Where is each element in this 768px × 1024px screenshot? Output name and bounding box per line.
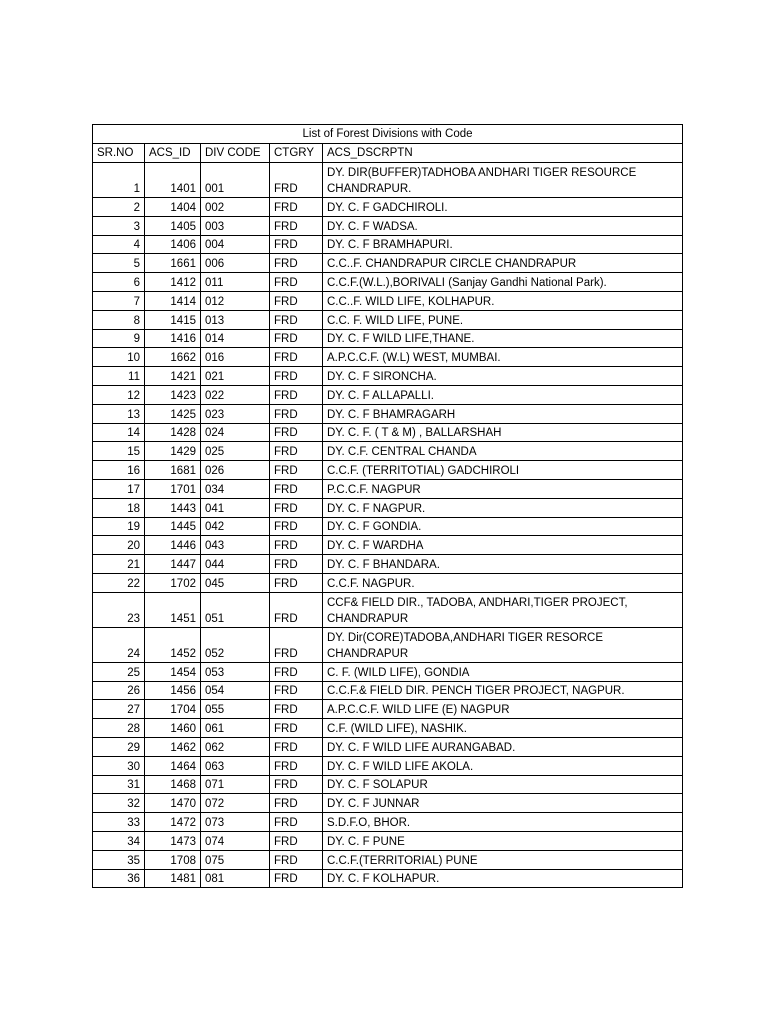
acs-id-cell: 1662 <box>145 348 201 367</box>
description-cell: DY. C. F BRAMHAPURI. <box>323 235 683 254</box>
table-row <box>93 850 683 869</box>
description-cell: CCF& FIELD DIR., TADOBA, ANDHARI,TIGER PROJECT, CHANDRAPUR <box>323 592 683 627</box>
description-cell: DY. DIR(BUFFER)TADHOBA ANDHARI TIGER RESOURCE CHANDRAPUR. <box>323 163 683 198</box>
ctgry-cell: FRD <box>270 831 323 850</box>
table-row <box>93 329 683 348</box>
sr-no-cell: 34 <box>93 831 145 850</box>
description-cell: DY. C. F ALLAPALLI. <box>323 385 683 404</box>
div-code-cell: 011 <box>201 273 270 292</box>
acs-id-cell: 1447 <box>145 555 201 574</box>
acs-id-cell: 1456 <box>145 681 201 700</box>
description-cell: A.P.C.C.F. (W.L) WEST, MUMBAI. <box>323 348 683 367</box>
div-code-cell: 061 <box>201 719 270 738</box>
ctgry-cell: FRD <box>270 404 323 423</box>
table-row <box>93 775 683 794</box>
header-ctgry: CTGRY <box>270 144 323 163</box>
acs-id-cell: 1473 <box>145 831 201 850</box>
header-sr-no: SR.NO <box>93 144 145 163</box>
table-row <box>93 813 683 832</box>
table-row <box>93 442 683 461</box>
acs-id-cell: 1454 <box>145 662 201 681</box>
sr-no-cell: 3 <box>93 216 145 235</box>
div-code-cell: 006 <box>201 254 270 273</box>
table-row <box>93 163 683 198</box>
acs-id-cell: 1452 <box>145 627 201 662</box>
acs-id-cell: 1472 <box>145 813 201 832</box>
table-row <box>93 662 683 681</box>
div-code-cell: 054 <box>201 681 270 700</box>
div-code-cell: 071 <box>201 775 270 794</box>
div-code-cell: 022 <box>201 385 270 404</box>
div-code-cell: 045 <box>201 573 270 592</box>
sr-no-cell: 33 <box>93 813 145 832</box>
acs-id-cell: 1708 <box>145 850 201 869</box>
acs-id-cell: 1421 <box>145 367 201 386</box>
acs-id-cell: 1428 <box>145 423 201 442</box>
table-row <box>93 869 683 888</box>
div-code-cell: 013 <box>201 310 270 329</box>
description-cell: C.C.F. NAGPUR. <box>323 573 683 592</box>
div-code-cell: 055 <box>201 700 270 719</box>
description-cell: DY. C. F WILD LIFE AKOLA. <box>323 756 683 775</box>
div-code-cell: 026 <box>201 461 270 480</box>
header-div-code: DIV CODE <box>201 144 270 163</box>
ctgry-cell: FRD <box>270 794 323 813</box>
div-code-cell: 025 <box>201 442 270 461</box>
div-code-cell: 003 <box>201 216 270 235</box>
div-code-cell: 042 <box>201 517 270 536</box>
description-cell: P.C.C.F. NAGPUR <box>323 479 683 498</box>
acs-id-cell: 1401 <box>145 163 201 198</box>
div-code-cell: 016 <box>201 348 270 367</box>
sr-no-cell: 30 <box>93 756 145 775</box>
table-title: List of Forest Divisions with Code <box>93 125 683 144</box>
acs-id-cell: 1704 <box>145 700 201 719</box>
ctgry-cell: FRD <box>270 329 323 348</box>
sr-no-cell: 32 <box>93 794 145 813</box>
description-cell: DY. Dir(CORE)TADOBA,ANDHARI TIGER RESORCE CHANDRAPUR <box>323 627 683 662</box>
sr-no-cell: 27 <box>93 700 145 719</box>
sr-no-cell: 21 <box>93 555 145 574</box>
table-row <box>93 310 683 329</box>
ctgry-cell: FRD <box>270 163 323 198</box>
description-cell: DY. C. F BHANDARA. <box>323 555 683 574</box>
sr-no-cell: 16 <box>93 461 145 480</box>
acs-id-cell: 1481 <box>145 869 201 888</box>
sr-no-cell: 4 <box>93 235 145 254</box>
sr-no-cell: 29 <box>93 737 145 756</box>
table-body <box>93 163 683 888</box>
header-row <box>93 144 683 163</box>
forest-divisions-table <box>92 124 683 888</box>
sr-no-cell: 18 <box>93 498 145 517</box>
table-row <box>93 831 683 850</box>
acs-id-cell: 1404 <box>145 198 201 217</box>
acs-id-cell: 1425 <box>145 404 201 423</box>
sr-no-cell: 12 <box>93 385 145 404</box>
acs-id-cell: 1702 <box>145 573 201 592</box>
description-cell: C.C. F. WILD LIFE, PUNE. <box>323 310 683 329</box>
acs-id-cell: 1423 <box>145 385 201 404</box>
ctgry-cell: FRD <box>270 385 323 404</box>
ctgry-cell: FRD <box>270 592 323 627</box>
ctgry-cell: FRD <box>270 348 323 367</box>
ctgry-cell: FRD <box>270 310 323 329</box>
description-cell: DY. C. F WILD LIFE AURANGABAD. <box>323 737 683 756</box>
div-code-cell: 074 <box>201 831 270 850</box>
table-row <box>93 198 683 217</box>
acs-id-cell: 1443 <box>145 498 201 517</box>
description-cell: DY. C. F SOLAPUR <box>323 775 683 794</box>
table-row <box>93 627 683 662</box>
ctgry-cell: FRD <box>270 813 323 832</box>
div-code-cell: 051 <box>201 592 270 627</box>
div-code-cell: 014 <box>201 329 270 348</box>
description-cell: DY. C. F WILD LIFE,THANE. <box>323 329 683 348</box>
ctgry-cell: FRD <box>270 216 323 235</box>
table-row <box>93 536 683 555</box>
ctgry-cell: FRD <box>270 719 323 738</box>
description-cell: C. F. (WILD LIFE), GONDIA <box>323 662 683 681</box>
ctgry-cell: FRD <box>270 254 323 273</box>
acs-id-cell: 1414 <box>145 291 201 310</box>
ctgry-cell: FRD <box>270 479 323 498</box>
description-cell: C.C.F.& FIELD DIR. PENCH TIGER PROJECT, NAGPUR. <box>323 681 683 700</box>
ctgry-cell: FRD <box>270 536 323 555</box>
div-code-cell: 052 <box>201 627 270 662</box>
div-code-cell: 024 <box>201 423 270 442</box>
acs-id-cell: 1412 <box>145 273 201 292</box>
table-row <box>93 555 683 574</box>
description-cell: S.D.F.O, BHOR. <box>323 813 683 832</box>
ctgry-cell: FRD <box>270 555 323 574</box>
acs-id-cell: 1446 <box>145 536 201 555</box>
ctgry-cell: FRD <box>270 756 323 775</box>
sr-no-cell: 14 <box>93 423 145 442</box>
sr-no-cell: 19 <box>93 517 145 536</box>
sr-no-cell: 7 <box>93 291 145 310</box>
sr-no-cell: 31 <box>93 775 145 794</box>
description-cell: C.C.F.(TERRITORIAL) PUNE <box>323 850 683 869</box>
table-row <box>93 348 683 367</box>
div-code-cell: 041 <box>201 498 270 517</box>
div-code-cell: 073 <box>201 813 270 832</box>
ctgry-cell: FRD <box>270 461 323 480</box>
table-row <box>93 273 683 292</box>
div-code-cell: 002 <box>201 198 270 217</box>
div-code-cell: 081 <box>201 869 270 888</box>
acs-id-cell: 1470 <box>145 794 201 813</box>
ctgry-cell: FRD <box>270 869 323 888</box>
ctgry-cell: FRD <box>270 235 323 254</box>
sr-no-cell: 10 <box>93 348 145 367</box>
description-cell: DY. C. F GADCHIROLI. <box>323 198 683 217</box>
table-row <box>93 517 683 536</box>
ctgry-cell: FRD <box>270 198 323 217</box>
table-row <box>93 498 683 517</box>
acs-id-cell: 1406 <box>145 235 201 254</box>
ctgry-cell: FRD <box>270 775 323 794</box>
table-row <box>93 254 683 273</box>
sr-no-cell: 11 <box>93 367 145 386</box>
div-code-cell: 044 <box>201 555 270 574</box>
description-cell: DY. C. F KOLHAPUR. <box>323 869 683 888</box>
sr-no-cell: 8 <box>93 310 145 329</box>
sr-no-cell: 13 <box>93 404 145 423</box>
acs-id-cell: 1462 <box>145 737 201 756</box>
sr-no-cell: 23 <box>93 592 145 627</box>
div-code-cell: 034 <box>201 479 270 498</box>
div-code-cell: 072 <box>201 794 270 813</box>
ctgry-cell: FRD <box>270 273 323 292</box>
div-code-cell: 004 <box>201 235 270 254</box>
ctgry-cell: FRD <box>270 627 323 662</box>
table-row <box>93 737 683 756</box>
sr-no-cell: 28 <box>93 719 145 738</box>
description-cell: DY. C. F BHAMRAGARH <box>323 404 683 423</box>
sr-no-cell: 20 <box>93 536 145 555</box>
sr-no-cell: 26 <box>93 681 145 700</box>
sr-no-cell: 15 <box>93 442 145 461</box>
ctgry-cell: FRD <box>270 681 323 700</box>
description-cell: DY. C. F WADSA. <box>323 216 683 235</box>
table-row <box>93 592 683 627</box>
sr-no-cell: 1 <box>93 163 145 198</box>
ctgry-cell: FRD <box>270 442 323 461</box>
description-cell: DY. C. F JUNNAR <box>323 794 683 813</box>
sr-no-cell: 17 <box>93 479 145 498</box>
sr-no-cell: 36 <box>93 869 145 888</box>
acs-id-cell: 1701 <box>145 479 201 498</box>
table-row <box>93 794 683 813</box>
table-row <box>93 719 683 738</box>
ctgry-cell: FRD <box>270 700 323 719</box>
description-cell: C.F. (WILD LIFE), NASHIK. <box>323 719 683 738</box>
description-cell: C.C.F. (TERRITOTIAL) GADCHIROLI <box>323 461 683 480</box>
table-row <box>93 367 683 386</box>
table-row <box>93 235 683 254</box>
acs-id-cell: 1468 <box>145 775 201 794</box>
sr-no-cell: 35 <box>93 850 145 869</box>
div-code-cell: 062 <box>201 737 270 756</box>
header-acs-dscrptn: ACS_DSCRPTN <box>323 144 683 163</box>
ctgry-cell: FRD <box>270 850 323 869</box>
div-code-cell: 023 <box>201 404 270 423</box>
div-code-cell: 063 <box>201 756 270 775</box>
acs-id-cell: 1451 <box>145 592 201 627</box>
div-code-cell: 021 <box>201 367 270 386</box>
acs-id-cell: 1460 <box>145 719 201 738</box>
table-row <box>93 385 683 404</box>
table-row <box>93 479 683 498</box>
description-cell: DY. C. F WARDHA <box>323 536 683 555</box>
table-row <box>93 756 683 775</box>
sr-no-cell: 5 <box>93 254 145 273</box>
acs-id-cell: 1415 <box>145 310 201 329</box>
table-row <box>93 404 683 423</box>
acs-id-cell: 1681 <box>145 461 201 480</box>
sr-no-cell: 6 <box>93 273 145 292</box>
acs-id-cell: 1429 <box>145 442 201 461</box>
ctgry-cell: FRD <box>270 737 323 756</box>
ctgry-cell: FRD <box>270 291 323 310</box>
acs-id-cell: 1661 <box>145 254 201 273</box>
sr-no-cell: 22 <box>93 573 145 592</box>
table-row <box>93 700 683 719</box>
table-row <box>93 573 683 592</box>
table-row <box>93 216 683 235</box>
description-cell: DY. C. F PUNE <box>323 831 683 850</box>
description-cell: C.C..F. WILD LIFE, KOLHAPUR. <box>323 291 683 310</box>
div-code-cell: 075 <box>201 850 270 869</box>
description-cell: C.C.F.(W.L.),BORIVALI (Sanjay Gandhi National Park). <box>323 273 683 292</box>
sr-no-cell: 2 <box>93 198 145 217</box>
table-row <box>93 423 683 442</box>
table-row <box>93 291 683 310</box>
div-code-cell: 053 <box>201 662 270 681</box>
ctgry-cell: FRD <box>270 662 323 681</box>
sr-no-cell: 24 <box>93 627 145 662</box>
ctgry-cell: FRD <box>270 573 323 592</box>
div-code-cell: 001 <box>201 163 270 198</box>
ctgry-cell: FRD <box>270 367 323 386</box>
ctgry-cell: FRD <box>270 517 323 536</box>
description-cell: DY. C. F GONDIA. <box>323 517 683 536</box>
sr-no-cell: 9 <box>93 329 145 348</box>
acs-id-cell: 1416 <box>145 329 201 348</box>
table-row <box>93 461 683 480</box>
table-row <box>93 681 683 700</box>
acs-id-cell: 1405 <box>145 216 201 235</box>
description-cell: DY. C.F. CENTRAL CHANDA <box>323 442 683 461</box>
acs-id-cell: 1464 <box>145 756 201 775</box>
header-acs-id: ACS_ID <box>145 144 201 163</box>
div-code-cell: 012 <box>201 291 270 310</box>
div-code-cell: 043 <box>201 536 270 555</box>
description-cell: A.P.C.C.F. WILD LIFE (E) NAGPUR <box>323 700 683 719</box>
ctgry-cell: FRD <box>270 423 323 442</box>
description-cell: DY. C. F. ( T & M) , BALLARSHAH <box>323 423 683 442</box>
sr-no-cell: 25 <box>93 662 145 681</box>
ctgry-cell: FRD <box>270 498 323 517</box>
description-cell: C.C..F. CHANDRAPUR CIRCLE CHANDRAPUR <box>323 254 683 273</box>
description-cell: DY. C. F NAGPUR. <box>323 498 683 517</box>
acs-id-cell: 1445 <box>145 517 201 536</box>
description-cell: DY. C. F SIRONCHA. <box>323 367 683 386</box>
